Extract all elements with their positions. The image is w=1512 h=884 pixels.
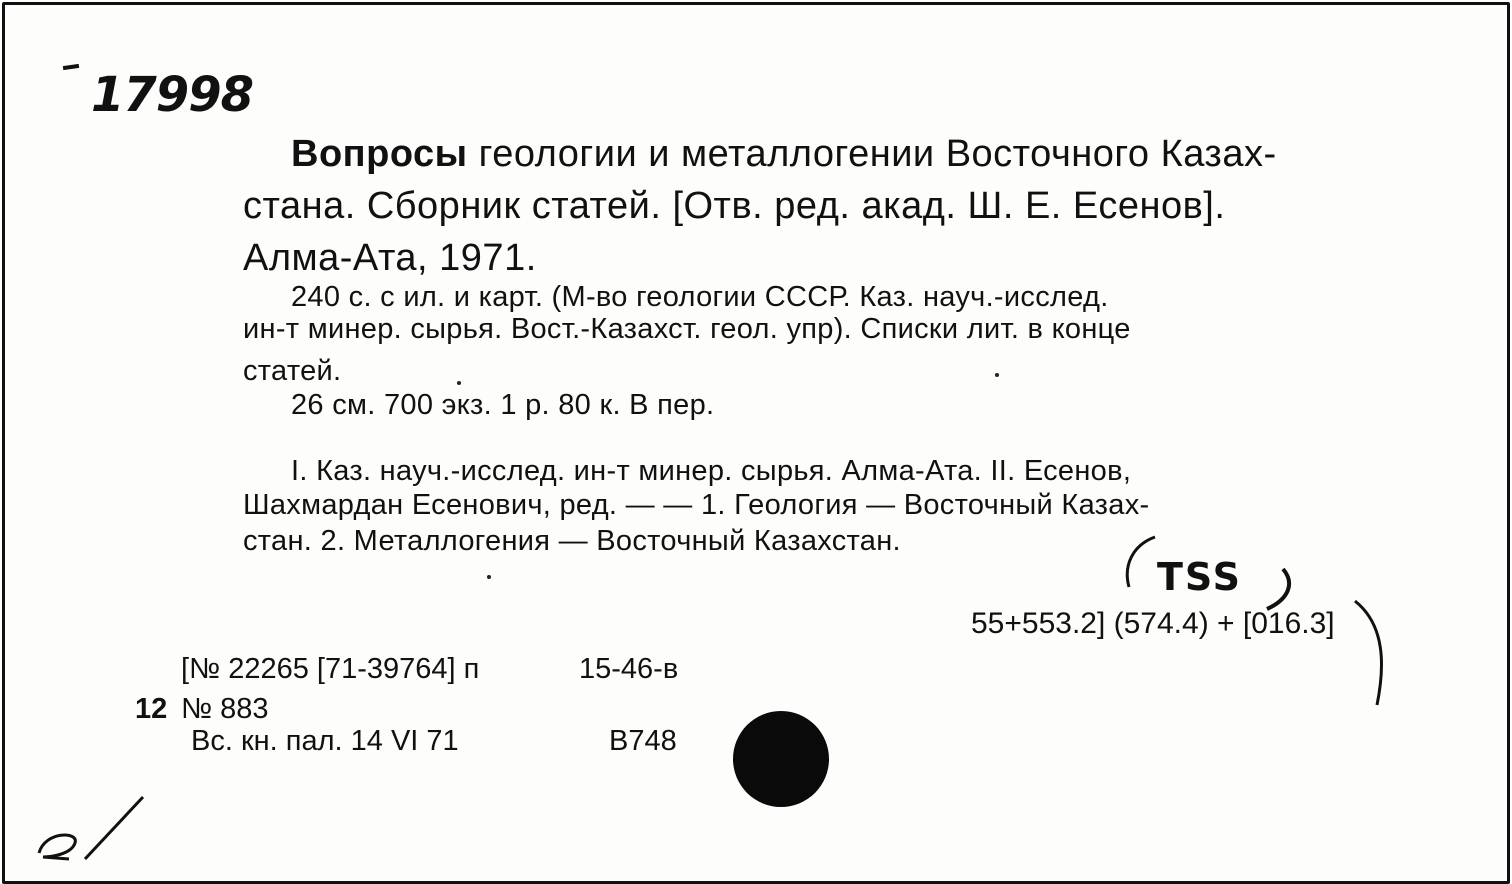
accession-line-2: № 883	[181, 693, 269, 725]
handwritten-code: TSS	[1157, 555, 1242, 599]
title-lead: Вопросы	[291, 133, 468, 175]
tracing-line-3: стан. 2. Металлогения — Восточный Казахстан.	[243, 525, 901, 557]
accession-prefix: 12	[135, 693, 168, 725]
annotation-close-paren	[1267, 569, 1289, 609]
annotation-open-paren	[1127, 537, 1155, 587]
classification-index: 55+553.2] (574.4) + [016.3]	[971, 607, 1335, 640]
accession-code-1: 15-46-в	[579, 653, 679, 685]
ink-speck	[487, 575, 491, 579]
physical-line-3: статей.	[243, 355, 342, 387]
tracing-line-1: I. Каз. науч.-исслед. ин-т минер. сырья. Алма-Ата. II. Есенов,	[291, 455, 1132, 487]
annotation-long-stroke	[1355, 601, 1382, 705]
tracing-line-2: Шахмардан Есенович, ред. — — 1. Геология — Восточный Казах-	[243, 489, 1150, 521]
catalog-card	[2, 2, 1510, 884]
ink-speck	[457, 381, 461, 385]
accession-line-3: Вс. кн. пал. 14 VI 71	[191, 725, 459, 757]
title-line-3: Алма-Ата, 1971.	[243, 237, 537, 279]
ink-speck	[995, 373, 999, 377]
handwritten-two-stroke	[39, 835, 75, 859]
title-line-1: геологии и металлогении Восточного Казах-	[467, 133, 1277, 175]
card-number: 17998	[91, 67, 253, 123]
physical-line-2: ин-т минер. сырья. Вост.-Казахст. геол. упр). Списки лит. в конце	[243, 313, 1131, 345]
accession-code-2: В748	[609, 725, 677, 757]
handwritten-slash-stroke	[85, 797, 143, 859]
punch-hole-dot	[733, 711, 829, 807]
accession-line-1: [№ 22265 [71-39764] п	[181, 653, 480, 685]
physical-line-1: 240 с. с ил. и карт. (М-во геологии СССР. Каз. науч.-исслед.	[291, 281, 1109, 313]
title-line-2: стана. Сборник статей. [Отв. ред. акад. Ш. Е. Есенов].	[243, 185, 1226, 227]
physical-line-4: 26 см. 700 экз. 1 р. 80 к. В пер.	[291, 389, 715, 421]
